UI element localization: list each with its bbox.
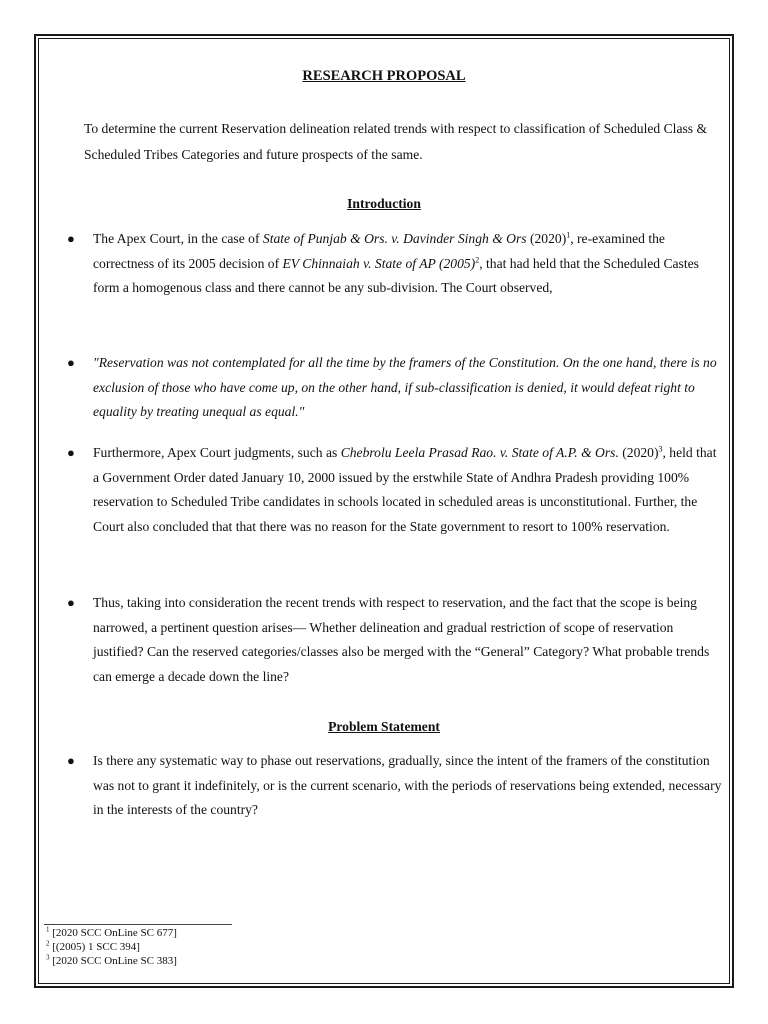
footnote-3: [46, 954, 177, 968]
bullet-dot: ●: [67, 445, 75, 460]
bullet-1-text-d: , that had held that the Scheduled Castes form a homogenous class and there cannot be any sub-division. The Court observed,: [93, 255, 699, 295]
case-citation-davinder: State of Punjab & Ors. v. Davinder Singh & Ors: [262, 231, 527, 246]
footnote-ref-3: 3: [658, 444, 663, 454]
bullet-1-text-b: (2020): [526, 231, 567, 246]
bullet-2-text-a: Furthermore, Apex Court judgments, such as: [93, 445, 341, 460]
introduction-bullet-2: [67, 441, 725, 539]
bullet-1-text-a: The Apex Court, in the case of: [93, 231, 263, 246]
footnote-separator: [44, 924, 232, 925]
case-citation-chinnaiah: EV Chinnaiah v. State of AP (2005): [282, 255, 476, 271]
footnotes: [46, 926, 177, 968]
footnote-text: [2020 SCC OnLine SC 677]: [52, 927, 177, 939]
introduction-bullet-1: [67, 227, 725, 301]
bullet-dot: ●: [67, 595, 75, 610]
footnote-ref-2: 2: [475, 254, 480, 264]
introduction-heading: Introduction: [347, 196, 421, 211]
footnote-number: 3: [46, 953, 50, 962]
footnote-number: 1: [46, 925, 50, 934]
footnote-2: [46, 940, 177, 954]
quote-text: "Reservation was not contemplated for all the time by the framers of the Constitution. On the one hand, there is no exclusion of those who have come up, on the other hand, if sub-classification is denied, it would defeat right to equality by treating unequal as equal.": [93, 355, 717, 419]
bullet-dot: ●: [67, 231, 75, 246]
introduction-quote: [67, 351, 725, 425]
bullet-dot: ●: [67, 753, 75, 768]
bullet-dot: ●: [67, 355, 75, 370]
footnote-text: [(2005) 1 SCC 394]: [52, 941, 140, 953]
introduction-bullet-3: [67, 591, 725, 689]
footnote-number: 2: [46, 939, 50, 948]
problem-text: Is there any systematic way to phase out reservations, gradually, since the intent of the framers of the constitution was not to grant it indefinitely, or is the current scenario, with the periods of reservations being extended, necessary in the interests of the country?: [93, 753, 722, 817]
objective-paragraph: To determine the current Reservation delineation related trends with respect to classification of Scheduled Class & Scheduled Tribes Categories and future prospects of the same.: [84, 121, 708, 162]
bullet-2-text-b: (2020): [618, 445, 659, 460]
problem-statement-bullet: [67, 749, 725, 823]
footnote-ref-1: 1: [566, 230, 571, 240]
case-citation-chebrolu: Chebrolu Leela Prasad Rao. v. State of A.P. & Ors.: [340, 445, 619, 460]
document-title: RESEARCH PROPOSAL: [302, 68, 466, 84]
bullet-1-text-c: , re-examined the correctness of its 2005 decision of: [93, 231, 665, 271]
bullet-2-text-c: , held that a Government Order dated January 10, 2000 issued by the erstwhile State of Andhra Pradesh providing 100% reservation to Scheduled Tribe candidates in schools located in scheduled areas is unconstitutional. Further, the Court also concluded that that there was no reason for the State government to resort to 100% reservation.: [93, 445, 717, 534]
footnote-1: [46, 926, 177, 940]
problem-statement-heading: Problem Statement: [328, 719, 440, 734]
bullet-3-text: Thus, taking into consideration the recent trends with respect to reservation, and the fact that the scope is being narrowed, a pertinent question arises— Whether delineation and gradual restriction of scope of reservation justified? Can the reserved categories/classes also be merged with the “General” Category? What probable trends can emerge a decade down the line?: [93, 595, 710, 684]
footnote-text: [2020 SCC OnLine SC 383]: [52, 955, 177, 967]
